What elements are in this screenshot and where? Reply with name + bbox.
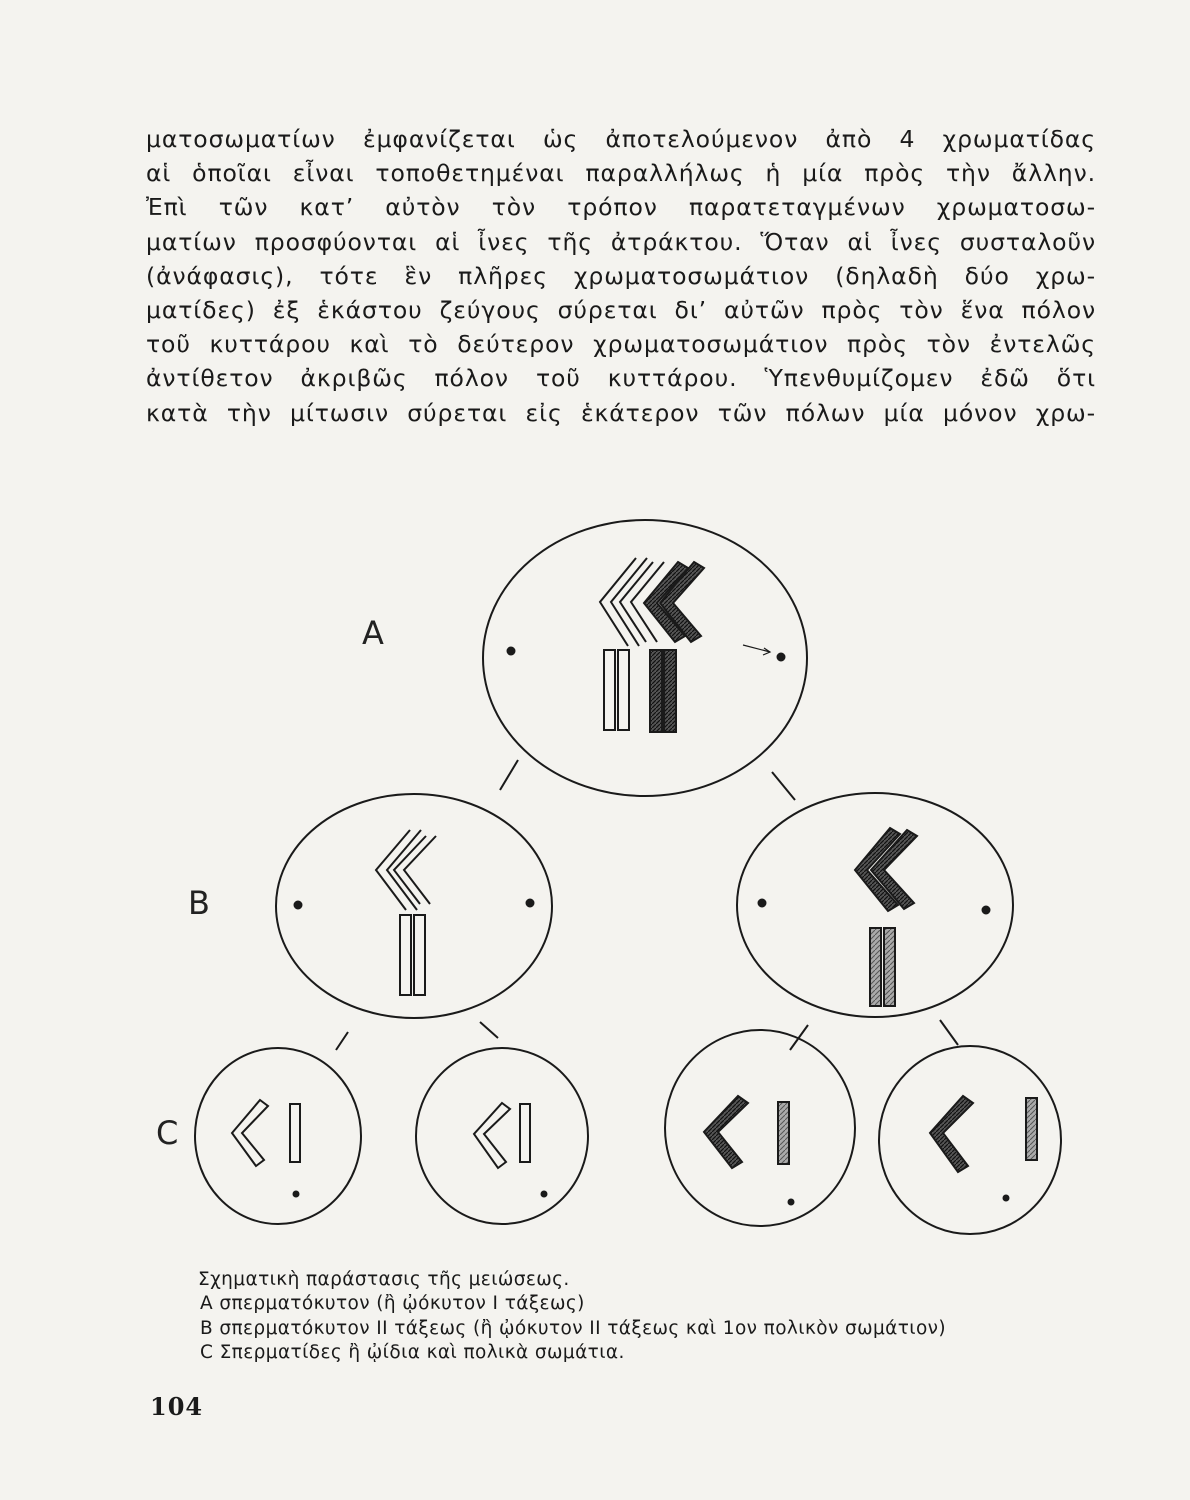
caption-b: B σπερματόκυτον II τάξεως (ἢ ᾠόκυτον II τάξεως καὶ 1ον πολικὸν σωμάτιον): [200, 1317, 947, 1339]
cell-c-2: [416, 1048, 588, 1224]
body-line: ματίων προσφύονται αἱ ἶνες τῆς ἀτράκτου. Ὅταν αἱ ἶνες συσταλοῦν: [146, 227, 1096, 256]
meiosis-diagram: [140, 500, 1100, 1240]
body-line: τοῦ κυττάρου καὶ τὸ δεύτερον χρωματοσωμάτιον πρὸς τὸν ἐντελῶς: [146, 330, 1096, 359]
cell-c-4: [879, 1046, 1061, 1234]
body-line: (ἀνάφασις), τότε ἓν πλῆρες χρωματοσωμάτιον (δηλαδὴ δύο χρω-: [146, 261, 1096, 290]
caption-title: Σχηματικὴ παράστασις τῆς μειώσεως.: [198, 1269, 570, 1290]
body-line: ἀντίθετον ἀκριβῶς πόλον τοῦ κυττάρου. Ὑπενθυμίζομεν ἐδῶ ὅτι: [146, 364, 1096, 393]
label-b: B: [188, 884, 210, 922]
body-line: ματίδες) ἐξ ἑκάστου ζεύγους σύρεται δι’ αὐτῶν πρὸς τὸν ἕνα πόλον: [146, 296, 1096, 325]
caption-c: C Σπερματίδες ἢ ᾠίδια καὶ πολικὰ σωμάτια.: [200, 1341, 625, 1363]
caption-a: A σπερματόκυτον (ἢ ᾠόκυτον I τάξεως): [200, 1293, 585, 1315]
cell-c-3: [665, 1030, 855, 1226]
label-c: C: [156, 1114, 179, 1152]
figure-caption: [198, 1268, 946, 1365]
body-line: κατὰ τὴν μίτωσιν σύρεται εἰς ἑκάτερον τῶν πόλων μία μόνον χρω-: [146, 398, 1096, 427]
cell-a: [483, 520, 807, 796]
body-line: αἱ ὁποῖαι εἶναι τοποθετημέναι παραλλήλως ἡ μία πρὸς τὴν ἄλλην.: [146, 159, 1096, 188]
cell-b-right: [737, 793, 1013, 1017]
cell-c-1: [195, 1048, 361, 1224]
cell-b-left: [276, 794, 552, 1018]
label-a: A: [362, 614, 384, 652]
page-number: 104: [150, 1392, 204, 1421]
body-line: ματοσωματίων ἐμφανίζεται ὡς ἀποτελούμενον ἀπὸ 4 χρωματίδας: [146, 125, 1096, 153]
body-line: Ἐπὶ τῶν κατ’ αὐτὸν τὸν τρόπον παρατεταγμένων χρωματοσω-: [146, 193, 1096, 222]
body-text: [146, 122, 1096, 430]
